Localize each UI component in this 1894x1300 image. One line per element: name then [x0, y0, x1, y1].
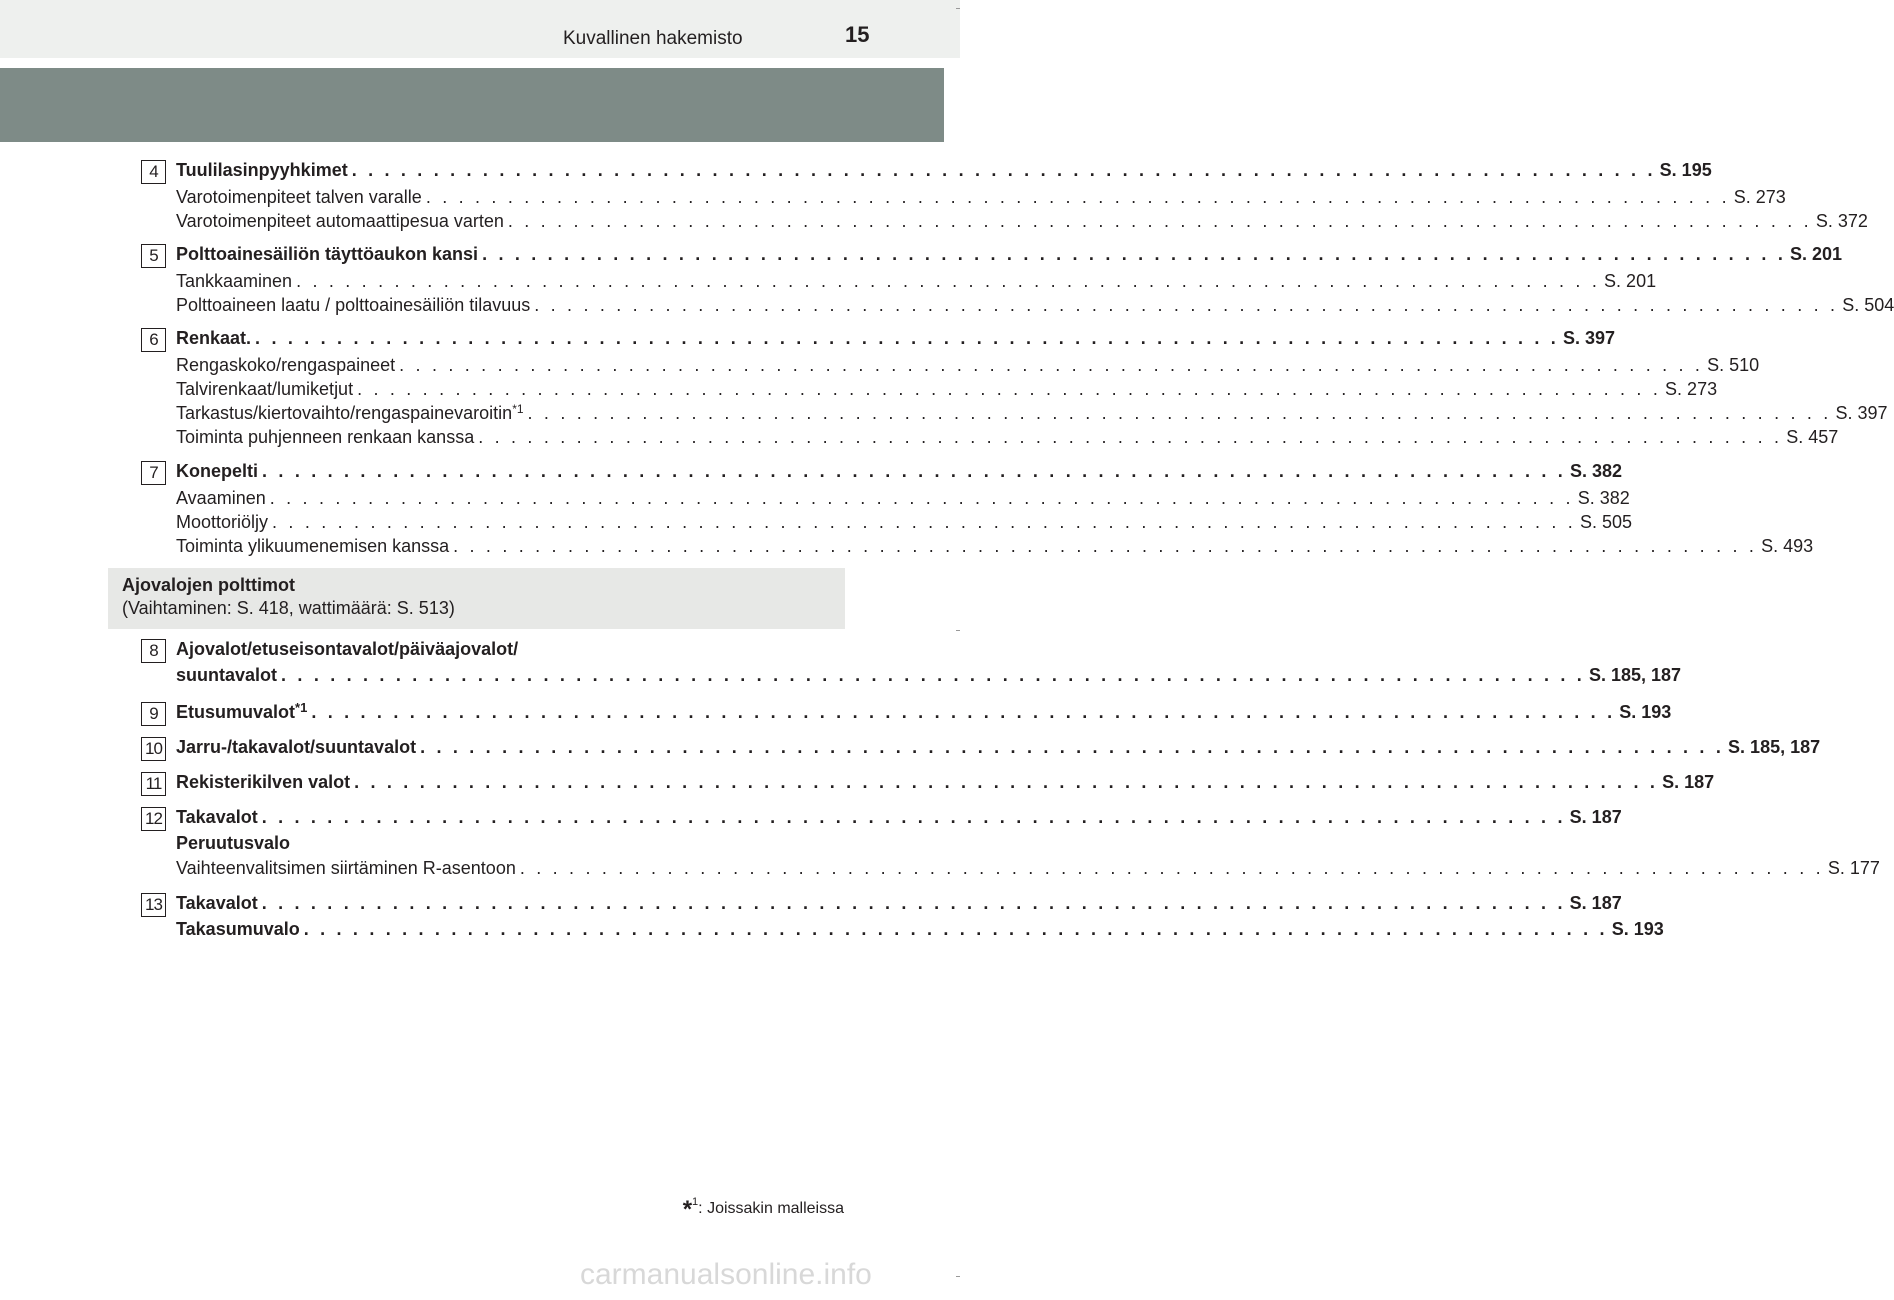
- page-reference: S. 187: [1569, 893, 1622, 913]
- entry-label: Rengaskoko/rengaspaineet: [176, 355, 396, 375]
- page-reference: S. 187: [1662, 772, 1715, 792]
- entry-label: Tuulilasinpyyhkimet: [176, 160, 348, 180]
- entry-label: Jarru-/takavalot/suuntavalot: [176, 737, 417, 757]
- dot-leader: . . . . . . . . . . . . . . . . . . . . . . . . . . . . . . . . . . . . . . . . . . . . . . . . . . . . . . . . . . . . . . . . . . . . . . . . . . . . . . . .: [281, 665, 1585, 685]
- page-reference: S. 510: [1707, 355, 1760, 375]
- entry-label-line: Ajovalot/etuseisontavalot/päiväajovalot/: [176, 639, 519, 659]
- page-number: 15: [845, 22, 870, 47]
- entry-label: Tarkastus/kiertovaihto/rengaspainevaroitin$^{*1}$: [176, 402, 524, 423]
- index-entry: [176, 269, 1657, 293]
- index-entry: [176, 510, 1633, 534]
- index-entry: [176, 158, 1712, 182]
- dot-leader: . . . . . . . . . . . . . . . . . . . . . . . . . . . . . . . . . . . . . . . . . . . . . . . . . . . . . . . . . . . . . . . . . . . . . . . . . . . . . . . .: [354, 772, 1659, 792]
- index-entry: [176, 209, 1868, 233]
- dot-leader: . . . . . . . . . . . . . . . . . . . . . . . . . . . . . . . . . . . . . . . . . . . . . . . . . . . . . . . . . . . . . . . . . . . . . . . . . . . . . . . .: [399, 355, 1704, 375]
- dot-leader: . . . . . . . . . . . . . . . . . . . . . . . . . . . . . . . . . . . . . . . . . . . . . . . . . . . . . . . . . . . . . . . . . . . . . . . . . . . . . . . .: [262, 461, 1566, 481]
- page-reference: S. 177: [1827, 858, 1880, 878]
- page-reference: S. 273: [1733, 187, 1786, 207]
- crop-mark: [956, 630, 960, 631]
- section-subtitle: (Vaihtaminen: S. 418, wattimäärä: S. 513): [122, 598, 455, 618]
- entry-label: Toiminta puhjenneen renkaan kanssa: [176, 427, 475, 447]
- page-reference: S. 185, 187: [1728, 737, 1821, 757]
- dot-leader: . . . . . . . . . . . . . . . . . . . . . . . . . . . . . . . . . . . . . . . . . . . . . . . . . . . . . . . . . . . . . . . . . . . . . . . . . . . . . . . .: [482, 244, 1787, 264]
- index-entry: [176, 326, 1616, 350]
- callout-number-badge: 8: [141, 639, 166, 663]
- entry-label: Polttoaineen laatu / polttoainesäiliön tilavuus: [176, 295, 531, 315]
- callout-number-badge: 9: [141, 702, 166, 726]
- page-reference: S. 193: [1619, 702, 1672, 722]
- dot-leader: . . . . . . . . . . . . . . . . . . . . . . . . . . . . . . . . . . . . . . . . . . . . . . . . . . . . . . . . . . . . . . . . . . . . . . . . . . . . . . . .: [527, 403, 1832, 423]
- index-entry: [176, 242, 1843, 266]
- page-reference: S. 382: [1577, 488, 1630, 508]
- entry-label: Etusumuvalot$^{*1}$: [176, 700, 308, 722]
- illustration-banner: [0, 68, 944, 142]
- watermark: carmanualsonline.info: [580, 1258, 872, 1291]
- footnote-number: 1: [692, 1196, 699, 1208]
- index-entry: [176, 917, 1664, 941]
- entry-label: Varotoimenpiteet automaattipesua varten: [176, 211, 504, 231]
- footnote-marker: *: [682, 1196, 693, 1223]
- section-title: Ajovalojen polttimot: [122, 575, 295, 595]
- page-reference: S. 372: [1815, 211, 1868, 231]
- index-entry: [176, 534, 1814, 558]
- page-reference: S. 195: [1659, 160, 1712, 180]
- index-entry: [176, 459, 1623, 483]
- footnote-text: : Joissakin malleissa: [698, 1200, 844, 1217]
- index-entry: [176, 377, 1718, 401]
- entry-label: Takasumuvalo: [176, 919, 300, 939]
- page-reference: S. 457: [1786, 427, 1839, 447]
- entry-label: Polttoainesäiliön täyttöaukon kansi: [176, 244, 479, 264]
- entry-label: Moottoriöljy: [176, 512, 269, 532]
- entry-label: Talvirenkaat/lumiketjut: [176, 379, 354, 399]
- entry-label: Tankkaaminen: [176, 271, 293, 291]
- entry-label: Varotoimenpiteet talven varalle: [176, 187, 422, 207]
- entry-label: suuntavalot: [176, 665, 278, 685]
- entry-heading: Peruutusvalo: [176, 833, 291, 853]
- dot-leader: . . . . . . . . . . . . . . . . . . . . . . . . . . . . . . . . . . . . . . . . . . . . . . . . . . . . . . . . . . . . . . . . . . . . . . . . . . . . . . . .: [420, 737, 1725, 757]
- page-reference: S. 493: [1761, 536, 1814, 556]
- header-title: Kuvallinen hakemisto: [563, 28, 743, 49]
- index-entry: [176, 663, 1682, 687]
- dot-leader: . . . . . . . . . . . . . . . . . . . . . . . . . . . . . . . . . . . . . . . . . . . . . . . . . . . . . . . . . . . . . . . . . . . . . . . . . . . . . . . .: [478, 427, 1783, 447]
- crop-mark: [956, 1276, 960, 1277]
- page-reference: S. 397: [1563, 328, 1616, 348]
- entry-label: Rekisterikilven valot: [176, 772, 351, 792]
- page-reference: S. 505: [1580, 512, 1633, 532]
- dot-leader: . . . . . . . . . . . . . . . . . . . . . . . . . . . . . . . . . . . . . . . . . . . . . . . . . . . . . . . . . . . . . . . . . . . . . . . . . . . . . . . .: [453, 536, 1758, 556]
- dot-leader: . . . . . . . . . . . . . . . . . . . . . . . . . . . . . . . . . . . . . . . . . . . . . . . . . . . . . . . . . . . . . . . . . . . . . . . . . . . . . . . .: [255, 328, 1560, 348]
- callout-number-badge: 4: [141, 160, 166, 184]
- page-reference: S. 273: [1665, 379, 1718, 399]
- dot-leader: . . . . . . . . . . . . . . . . . . . . . . . . . . . . . . . . . . . . . . . . . . . . . . . . . . . . . . . . . . . . . . . . . . . . . . . . . . . . . . . .: [269, 488, 1574, 508]
- page-reference: S. 185, 187: [1588, 665, 1682, 685]
- index-entry: [176, 486, 1630, 510]
- index-entry: [176, 856, 1880, 880]
- header-bar: [0, 0, 960, 58]
- dot-leader: . . . . . . . . . . . . . . . . . . . . . . . . . . . . . . . . . . . . . . . . . . . . . . . . . . . . . . . . . . . . . . . . . . . . . . . . . . . . . . . .: [425, 187, 1730, 207]
- index-entry: [176, 401, 1888, 425]
- entry-label: Toiminta ylikuumenemisen kanssa: [176, 536, 450, 556]
- footnote: [683, 1196, 844, 1224]
- entry-label: Konepelti: [176, 461, 259, 481]
- page-reference: S. 193: [1611, 919, 1664, 939]
- callout-number-badge: 10: [141, 737, 166, 761]
- index-entry: [176, 891, 1622, 915]
- entry-label: Takavalot: [176, 893, 258, 913]
- dot-leader: . . . . . . . . . . . . . . . . . . . . . . . . . . . . . . . . . . . . . . . . . . . . . . . . . . . . . . . . . . . . . . . . . . . . . . . . . . . . . . . .: [311, 702, 1616, 722]
- dot-leader: . . . . . . . . . . . . . . . . . . . . . . . . . . . . . . . . . . . . . . . . . . . . . . . . . . . . . . . . . . . . . . . . . . . . . . . . . . . . . . . .: [261, 893, 1566, 913]
- crop-mark: [956, 8, 960, 9]
- callout-number-badge: 11: [141, 772, 166, 796]
- index-entry: [176, 700, 1672, 724]
- page-reference: S. 382: [1569, 461, 1623, 481]
- dot-leader: . . . . . . . . . . . . . . . . . . . . . . . . . . . . . . . . . . . . . . . . . . . . . . . . . . . . . . . . . . . . . . . . . . . . . . . . . . . . . . . .: [357, 379, 1662, 399]
- entry-label: Avaaminen: [176, 488, 266, 508]
- callout-number-badge: 13: [141, 893, 166, 917]
- index-entry: [176, 425, 1839, 449]
- page-reference: S. 504: [1842, 295, 1894, 315]
- dot-leader: . . . . . . . . . . . . . . . . . . . . . . . . . . . . . . . . . . . . . . . . . . . . . . . . . . . . . . . . . . . . . . . . . . . . . . . . . . . . . . . .: [296, 271, 1601, 291]
- dot-leader: . . . . . . . . . . . . . . . . . . . . . . . . . . . . . . . . . . . . . . . . . . . . . . . . . . . . . . . . . . . . . . . . . . . . . . . . . . . . . . . .: [351, 160, 1656, 180]
- dot-leader: . . . . . . . . . . . . . . . . . . . . . . . . . . . . . . . . . . . . . . . . . . . . . . . . . . . . . . . . . . . . . . . . . . . . . . . . . . . . . . . .: [519, 858, 1824, 878]
- callout-number-badge: 7: [141, 461, 166, 485]
- dot-leader: . . . . . . . . . . . . . . . . . . . . . . . . . . . . . . . . . . . . . . . . . . . . . . . . . . . . . . . . . . . . . . . . . . . . . . . . . . . . . . . .: [507, 211, 1812, 231]
- callout-number-badge: 5: [141, 244, 166, 268]
- dot-leader: . . . . . . . . . . . . . . . . . . . . . . . . . . . . . . . . . . . . . . . . . . . . . . . . . . . . . . . . . . . . . . . . . . . . . . . . . . . . . . . .: [272, 512, 1576, 532]
- dot-leader: . . . . . . . . . . . . . . . . . . . . . . . . . . . . . . . . . . . . . . . . . . . . . . . . . . . . . . . . . . . . . . . . . . . . . . . . . . . . . . . .: [303, 919, 1608, 939]
- index-entry: [176, 353, 1760, 377]
- footnote-reference: *1: [512, 402, 524, 416]
- dot-leader: . . . . . . . . . . . . . . . . . . . . . . . . . . . . . . . . . . . . . . . . . . . . . . . . . . . . . . . . . . . . . . . . . . . . . . . . . . . . . . . .: [261, 807, 1566, 827]
- entry-label: Takavalot: [176, 807, 258, 827]
- index-entry: [176, 185, 1786, 209]
- entry-label: Renkaat.: [176, 328, 252, 348]
- callout-number-badge: 6: [141, 328, 166, 352]
- entry-label: Vaihteenvalitsimen siirtäminen R-asentoon: [176, 858, 516, 878]
- index-entry: [176, 805, 1622, 829]
- index-entry: [176, 770, 1715, 794]
- index-entry: [176, 293, 1894, 317]
- page-reference: S. 201: [1790, 244, 1843, 264]
- section-headlight-bulbs: [108, 568, 845, 629]
- footnote-reference: *1: [295, 700, 308, 715]
- dot-leader: . . . . . . . . . . . . . . . . . . . . . . . . . . . . . . . . . . . . . . . . . . . . . . . . . . . . . . . . . . . . . . . . . . . . . . . . . . . . . . . .: [534, 295, 1839, 315]
- page-reference: S. 201: [1604, 271, 1657, 291]
- callout-number-badge: 12: [141, 807, 166, 831]
- page-reference: S. 397: [1835, 403, 1888, 423]
- index-entry: [176, 735, 1821, 759]
- page-reference: S. 187: [1569, 807, 1622, 827]
